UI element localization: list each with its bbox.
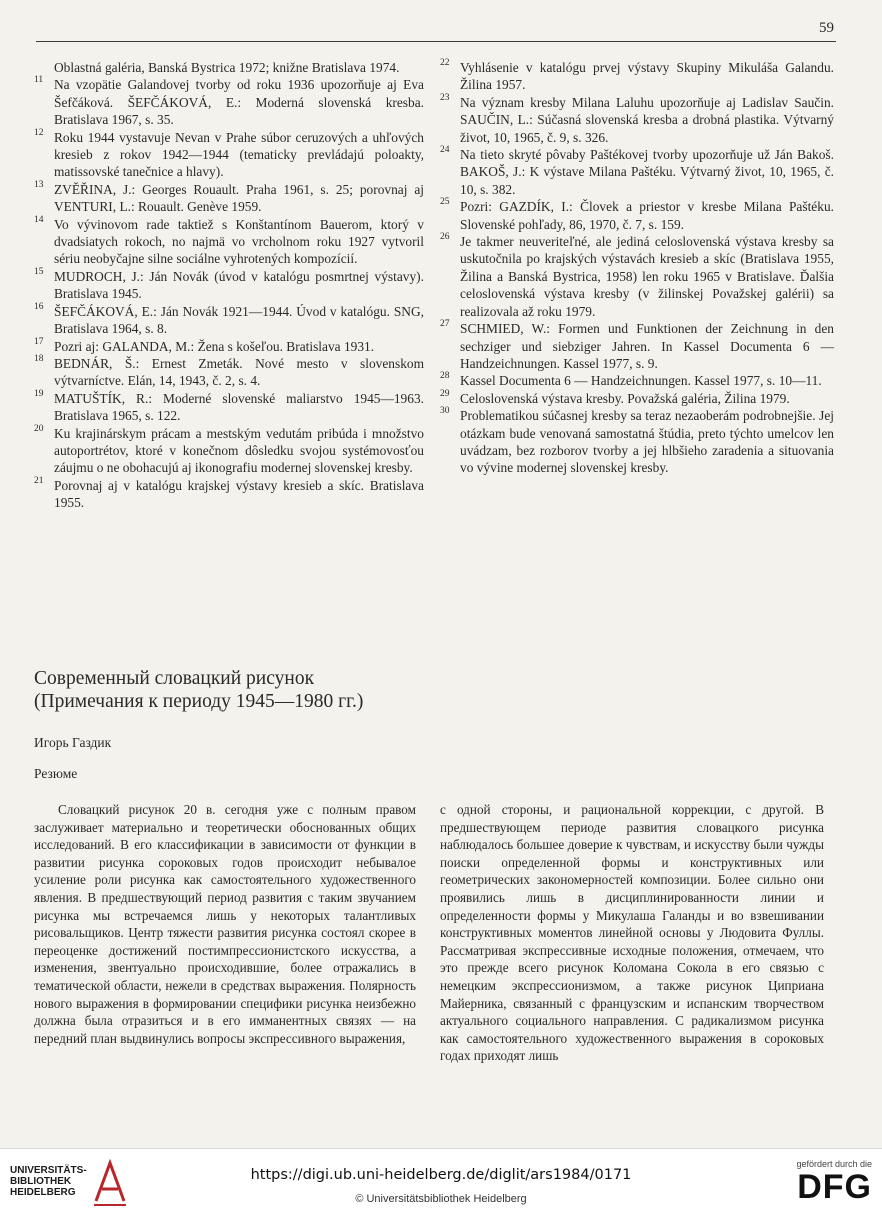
footnote	[34, 425, 424, 477]
resume-heading: Резюме	[34, 766, 78, 781]
footnote-text: ŠEFČÁKOVÁ, E.: Ján Novák 1921—1944. Úvod v katalógu. SNG, Bratislava 1964, s. 8.	[54, 303, 424, 337]
body-text-right-column: с одной стороны, и рациональной коррекции, с другой. В предшествующем периоде развития словацкого рисунка наблюдалось большее доверие к чувствам, и искусству были чужды поиски определенной формы и конструктивных или геометрических закономерностей композиции. Более сильно они проявились лишь в дисциплинированности линии и определенности формы у Микулаша Галанды и во взвешивании конструктивных моментов линейной основы у Людовита Фуллы. Рассматривая экспрессивные исходные положения, отмечаем, что это прежде всего рисунок Коломана Сокола в его связью с немецким экспрессионизмом, а также рисунок Циприана Майерника, связанный с французским и испанским творчеством актуального социального направления. С радикализмом рисунка как самостоятельного художественного выражения в сороковых годах приходят лишь	[440, 802, 824, 1064]
footnote	[440, 59, 834, 94]
footnote-number: 27	[440, 319, 450, 330]
footnote-text: Problematikou súčasnej kresby sa teraz nezaoberám podrobnejšie. Jej otázkam bude venovaná samostatná štúdia, preto týchto umelcov len uvádzam, bez rozborov tvorby a jej hlbšieho zaradenia a situovania vo vývine modernej slovenskej kresby.	[460, 408, 834, 476]
footnote-number: 15	[34, 266, 44, 277]
title-line-1: Современный словацкий рисунок	[34, 668, 315, 689]
footnotes-left-column	[34, 59, 424, 512]
footnote-number: 23	[440, 92, 450, 103]
permalink-url[interactable]: https://digi.ub.uni-heidelberg.de/diglit/ars1984/0171	[250, 1167, 632, 1183]
footnote	[440, 407, 834, 477]
article-title	[34, 667, 534, 713]
body-text-left-column: Словацкий рисунок 20 в. сегодня уже с полным правом заслуживает материально и теоретически обоснованных общих исследований. В его классификации в зависимости от функции в развитии рисунка сороковых годов происходит небывалое усиление роли рисунка как самостоятельного художественного явления. В предшествующий период развития с таким звучанием рисунка мы встречаемся лишь у некоторых талантливых рисовальщиков. Центр тяжести развития рисунка состоял скорее в переоценке достижений постимпрессионистского искусства, а изменения, звентуально происходившие, более отражались в тематической области, нежели в средствах выражения. Полярность нового выражения в формировании специфики рисунка неизбежно должна была отразиться и в его имманентных связях — на передний план выдвинулись вопросы экспрессивного выражения,	[34, 802, 416, 1046]
footnote-text: Vo vývinovom rade taktiež s Konštantínom Bauerom, ktorý v dvadsiatych rokoch, no najmä vo vrcholnom roku 1927 vytvoril sériu neobyčajne silne sociálne vyhrotených kompozícií.	[54, 216, 424, 267]
footnote-text: Porovnaj aj v katalógu krajskej výstavy kresieb a skíc. Bratislava 1955.	[54, 477, 424, 511]
funded-by-label: gefördert durch die	[796, 1159, 872, 1169]
footnote-number: 14	[34, 214, 44, 225]
footnote-text: BEDNÁR, Š.: Ernest Zmeták. Nové mesto v slovenskom výtvarníctve. Elán, 14, 1943, č. 2, s. 4.	[54, 355, 424, 389]
footnote	[440, 372, 834, 389]
dfg-logo[interactable]	[780, 1159, 872, 1205]
footnote-text: Pozri: GAZDÍK, I.: Človek a priestor v kresbe Milana Paštéku. Slovenské pohľady, 86, 1970, č. 7, s. 159.	[460, 199, 834, 232]
header-rule	[36, 41, 836, 42]
footnote	[440, 320, 834, 372]
footnote-number: 20	[34, 423, 44, 434]
footnote	[34, 76, 424, 128]
footnote-number: 17	[34, 336, 44, 347]
footnote	[34, 303, 424, 338]
footnote-text: Na vzopätie Galandovej tvorby od roku 1936 upozorňuje aj Eva Šefčáková. ŠEFČÁKOVÁ, E.: Moderná slovenská kresba. Bratislava 1967, s. 35.	[54, 77, 424, 128]
footnote-number: 28	[440, 371, 450, 382]
footnote-number: 26	[440, 232, 450, 243]
footnote-text: Roku 1944 vystavuje Nevan v Prahe súbor ceruzových a uhľových kresieb z rokov 1942—1944 (tematicky prevládajú poloakty, matissovské tanečnice a hlavy).	[54, 129, 424, 180]
footnote-text: Oblastná galéria, Banská Bystrica 1972; knižne Bratislava 1974.	[54, 60, 400, 75]
footnote	[440, 198, 834, 233]
footnotes-right-column	[440, 59, 834, 477]
footnote-number: 12	[34, 127, 44, 138]
footnote	[440, 233, 834, 320]
footnote-text: Celoslovenská výstava kresby. Považská galéria, Žilina 1979.	[460, 390, 790, 406]
footnote-text: Pozri aj: GALANDA, M.: Žena s košeľou. Bratislava 1931.	[54, 338, 375, 354]
author-name: Игорь Газдик	[34, 735, 112, 750]
footnote-number: 30	[440, 406, 450, 417]
footnote-text: SCHMIED, W.: Formen und Funktionen der Zeichnung in den sechziger und siebziger Jahren. In Kassel Documenta 6 — Handzeichnungen. Kassel 1977, s. 9.	[460, 321, 834, 371]
footnote-number: 11	[34, 75, 44, 86]
footnote	[440, 94, 834, 146]
footnote-number: 21	[34, 475, 44, 486]
footnote	[34, 390, 424, 425]
footnote-number: 29	[440, 388, 450, 399]
footnote	[34, 355, 424, 390]
footnote-number: 22	[440, 58, 450, 68]
footnote	[440, 390, 834, 407]
footnote	[34, 268, 424, 303]
footnote-text: ZVĚŘINA, J.: Georges Rouault. Praha 1961, s. 25; porovnaj aj VENTURI, L.: Rouault. Genève 1959.	[54, 181, 424, 215]
page-number: 59	[819, 20, 834, 36]
footnote-number: 19	[34, 388, 44, 399]
footnote	[34, 181, 424, 216]
footnote-number: 16	[34, 301, 44, 312]
footnote-number: 25	[440, 197, 450, 208]
footnote-text: Je takmer neuveriteľné, ale jediná celoslovenská výstava kresby sa uskutočnila po krajských výstavách kresieb a skíc (Bratislava 1955, Žilina a Banská Bystrica, 1958) len roku 1965 v Bratislave. Ďalšia celoslovenská výstava kresby (v žilinskej Považskej galérii) sa realizovala až roku 1979.	[460, 234, 834, 319]
footnote	[34, 129, 424, 181]
footnote-number: 18	[34, 353, 44, 364]
footnote	[34, 59, 424, 76]
footnote-text: Na význam kresby Milana Laluhu upozorňuje aj Ladislav Saučin. SAUČIN, L.: Súčasná slovenská kresba a drobná plastika. Výtvarný život, 10, 1965, č. 9, s. 326.	[460, 94, 834, 145]
footnote-number: 13	[34, 179, 44, 190]
library-name: UNIVERSITÄTS- BIBLIOTHEK HEIDELBERG	[10, 1165, 87, 1198]
footnote-text: Kassel Documenta 6 — Handzeichnungen. Kassel 1977, s. 10—11.	[460, 373, 822, 389]
footnote	[34, 216, 424, 268]
footnote-text: MUDROCH, J.: Ján Novák (úvod v katalógu posmrtnej výstavy). Bratislava 1945.	[54, 268, 424, 302]
copyright-notice: © Universitätsbibliothek Heidelberg	[355, 1193, 527, 1205]
footnote-text: Ku krajinárskym prácam a mestským vedutám pribúda i množstvo autoportrétov, ktoré v konečnom dôsledku svojou systémovosťou záujmu o ne obohacujú aj ikonografiu modernej slovenskej kresby.	[54, 425, 424, 476]
footnote	[440, 146, 834, 198]
footnote-text: Vyhlásenie v katalógu prvej výstavy Skupiny Mikuláša Galandu. Žilina 1957.	[460, 60, 834, 93]
title-line-2: (Примечания к периоду 1945—1980 гг.)	[34, 691, 364, 712]
dfg-wordmark: DFG	[797, 1168, 872, 1206]
footnote-number: 24	[440, 145, 450, 156]
footnote-text: Na tieto skryté pôvaby Paštékovej tvorby upozorňuje už Ján Bakoš. BAKOŠ, J.: K výstave Milana Paštéku. Výtvarný život, 10, 1965, č. 10, s. 382.	[460, 147, 834, 197]
footnote-text: MATUŠTÍK, R.: Moderné slovenské maliarstvo 1945—1963. Bratislava 1965, s. 122.	[54, 390, 424, 424]
footnote	[34, 338, 424, 355]
footnote	[34, 477, 424, 512]
viewer-footer	[0, 1148, 882, 1219]
